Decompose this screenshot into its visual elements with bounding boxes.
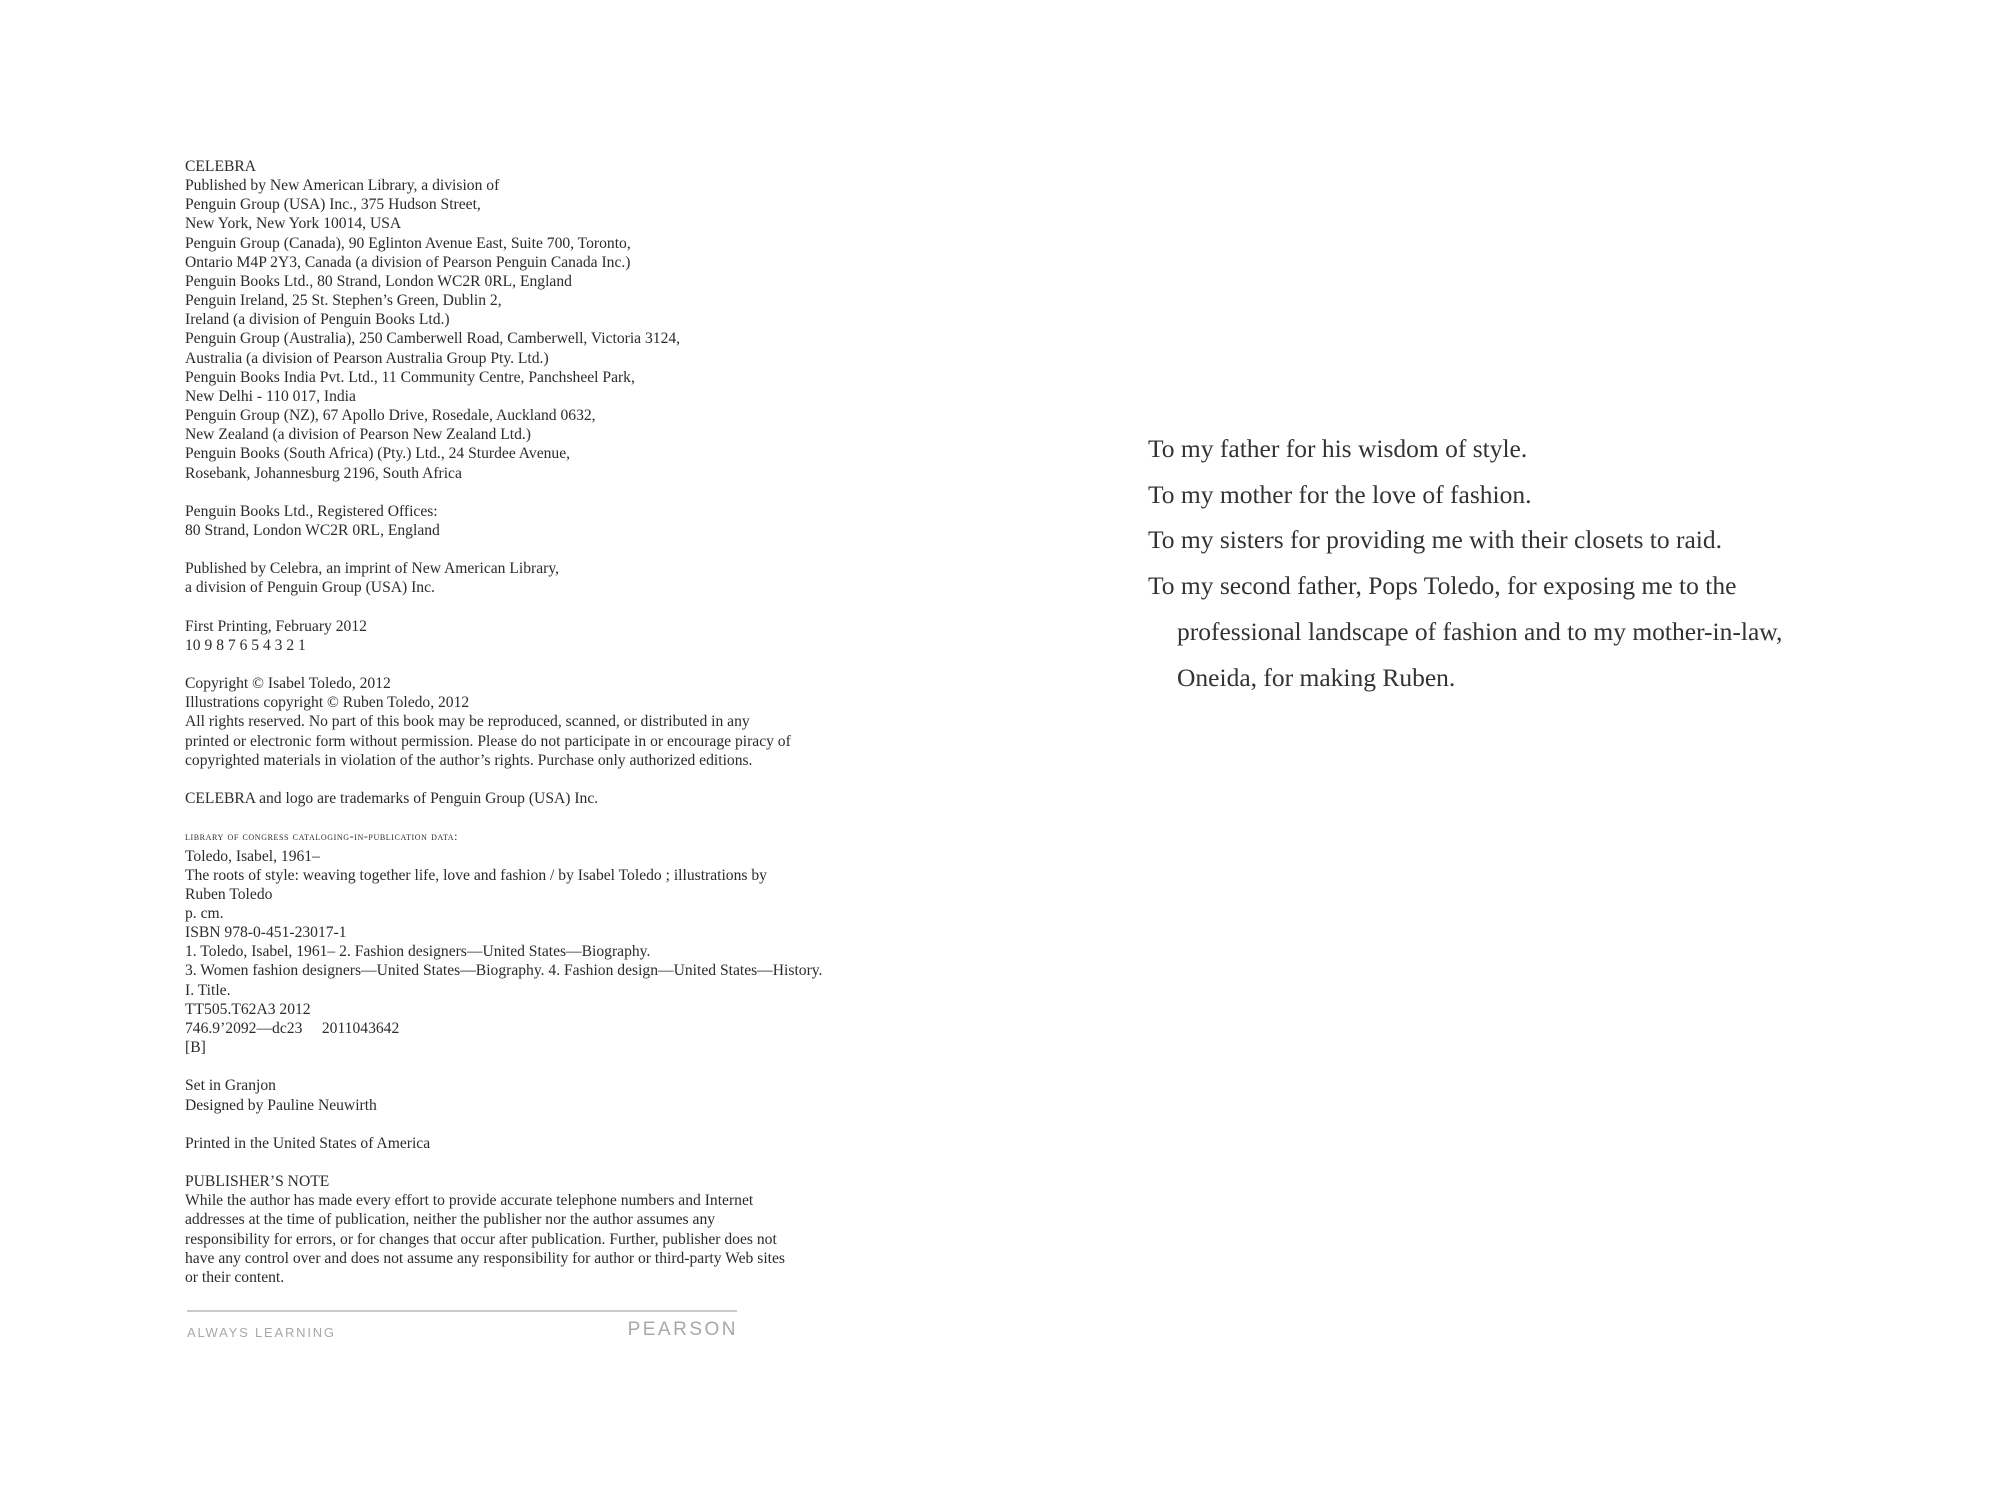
publishers-note [185, 1172, 905, 1287]
cip-line: ISBN 978-0-451-23017-1 [185, 924, 347, 942]
publisher-line: Penguin Group (NZ), 67 Apollo Drive, Rosedale, Auckland 0632, [185, 407, 596, 425]
printing-line: First Printing, February 2012 [185, 617, 367, 635]
copyright-line: Copyright © Isabel Toledo, 2012 [185, 675, 391, 693]
spacer [185, 540, 905, 559]
cip-heading: library of congress cataloging-in-publication data: [185, 829, 459, 844]
footer-tagline: ALWAYS LEARNING [187, 1325, 336, 1340]
publisher-line: Published by New American Library, a division of [185, 177, 500, 195]
printed-in-line: Printed in the United States of America [185, 1134, 431, 1152]
cip-line: The roots of style: weaving together life, love and fashion / by Isabel Toledo ; illustrations by [185, 866, 767, 884]
note-line: or their content. [185, 1268, 285, 1286]
dedication-page [1148, 426, 1908, 700]
publisher-block [185, 157, 905, 483]
design-block [185, 1076, 905, 1114]
dedication-continuation-line: professional landscape of fashion and to my mother-in-law, [1177, 616, 1783, 646]
publisher-line: Ontario M4P 2Y3, Canada (a division of Pearson Penguin Canada Inc.) [185, 253, 631, 271]
footer-rule [187, 1310, 737, 1312]
spacer [185, 655, 905, 674]
cip-line: p. cm. [185, 905, 224, 922]
spacer [185, 483, 905, 502]
publisher-line: Ireland (a division of Penguin Books Ltd.) [185, 311, 450, 329]
publisher-line: New York, New York 10014, USA [185, 215, 402, 233]
note-line: addresses at the time of publication, neither the publisher nor the author assumes any [185, 1211, 716, 1229]
publisher-line: New Zealand (a division of Pearson New Zealand Ltd.) [185, 426, 531, 444]
spacer [185, 1057, 905, 1076]
design-line: Designed by Pauline Neuwirth [185, 1096, 377, 1114]
spacer [185, 808, 905, 827]
dedication-line: To my sisters for providing me with their closets to raid. [1148, 525, 1722, 555]
cip-line: Toledo, Isabel, 1961– [185, 847, 320, 865]
copyright-page [185, 157, 905, 1287]
publisher-line: New Delhi - 110 017, India [185, 387, 356, 405]
note-line: responsibility for errors, or for changes that occur after publication. Further, publisher does not [185, 1230, 777, 1248]
registered-offices-line: 80 Strand, London WC2R 0RL, England [185, 521, 440, 539]
cip-line: I. Title. [185, 981, 231, 999]
cip-line: 3. Women fashion designers—United States—Biography. 4. Fashion design—United States—History. [185, 962, 823, 980]
pearson-logo: PEARSON [627, 1319, 738, 1340]
publisher-line: Penguin Books (South Africa) (Pty.) Ltd., 24 Sturdee Avenue, [185, 445, 571, 463]
imprint-line: Published by Celebra, an imprint of New American Library, [185, 560, 560, 578]
publisher-line: Penguin Books Ltd., 80 Strand, London WC2R 0RL, England [185, 272, 572, 290]
dedication-line: To my father for his wisdom of style. [1148, 434, 1528, 463]
publisher-line: Penguin Group (Australia), 250 Camberwell Road, Camberwell, Victoria 3124, [185, 330, 681, 348]
publisher-line: Rosebank, Johannesburg 2196, South Africa [185, 464, 462, 482]
publisher-line: Penguin Books India Pvt. Ltd., 11 Community Centre, Panchsheel Park, [185, 368, 635, 386]
publisher-line: Penguin Group (Canada), 90 Eglinton Avenue East, Suite 700, Toronto, [185, 234, 631, 252]
pearson-footer [185, 1310, 738, 1340]
design-line: Set in Granjon [185, 1077, 276, 1095]
printing-block [185, 617, 905, 655]
imprint-line: a division of Penguin Group (USA) Inc. [185, 579, 435, 597]
dedication-continuation-line: Oneida, for making Ruben. [1177, 662, 1456, 692]
cip-line: TT505.T62A3 2012 [185, 1000, 311, 1018]
note-line: have any control over and does not assume any responsibility for author or third-party Web sites [185, 1249, 785, 1267]
spacer [185, 770, 905, 789]
note-line: While the author has made every effort to provide accurate telephone numbers and Internet [185, 1192, 754, 1210]
spacer [185, 1153, 905, 1172]
cip-line: 1. Toledo, Isabel, 1961– 2. Fashion designers—United States—Biography. [185, 943, 651, 961]
copyright-line: printed or electronic form without permission. Please do not participate in or encourage piracy of [185, 732, 791, 750]
copyright-line: copyrighted materials in violation of the author’s rights. Purchase only authorized editions. [185, 751, 753, 769]
copyright-block [185, 674, 905, 770]
dedication-line: To my second father, Pops Toledo, for exposing me to the [1148, 571, 1737, 601]
registered-offices [185, 502, 905, 540]
publisher-line: Australia (a division of Pearson Australia Group Pty. Ltd.) [185, 349, 549, 367]
publisher-line: Penguin Group (USA) Inc., 375 Hudson Street, [185, 196, 481, 214]
note-heading: PUBLISHER’S NOTE [185, 1173, 330, 1191]
publisher-line: CELEBRA [185, 158, 257, 175]
imprint-block [185, 559, 905, 597]
cip-line: [B] [185, 1039, 206, 1057]
cip-block [185, 827, 905, 1057]
cip-line: 746.9’2092—dc23 2011043642 [185, 1019, 400, 1037]
trademark-line: CELEBRA and logo are trademarks of Penguin Group (USA) Inc. [185, 790, 599, 808]
cip-line: Ruben Toledo [185, 885, 273, 903]
publisher-line: Penguin Ireland, 25 St. Stephen’s Green, Dublin 2, [185, 292, 502, 310]
printing-number-line: 10 9 8 7 6 5 4 3 2 1 [185, 636, 306, 654]
copyright-line: Illustrations copyright © Ruben Toledo, 2012 [185, 694, 470, 712]
spacer [185, 1115, 905, 1134]
registered-offices-line: Penguin Books Ltd., Registered Offices: [185, 502, 438, 520]
copyright-line: All rights reserved. No part of this book may be reproduced, scanned, or distributed in any [185, 713, 750, 731]
dedication-line: To my mother for the love of fashion. [1148, 479, 1532, 509]
spacer [185, 598, 905, 617]
